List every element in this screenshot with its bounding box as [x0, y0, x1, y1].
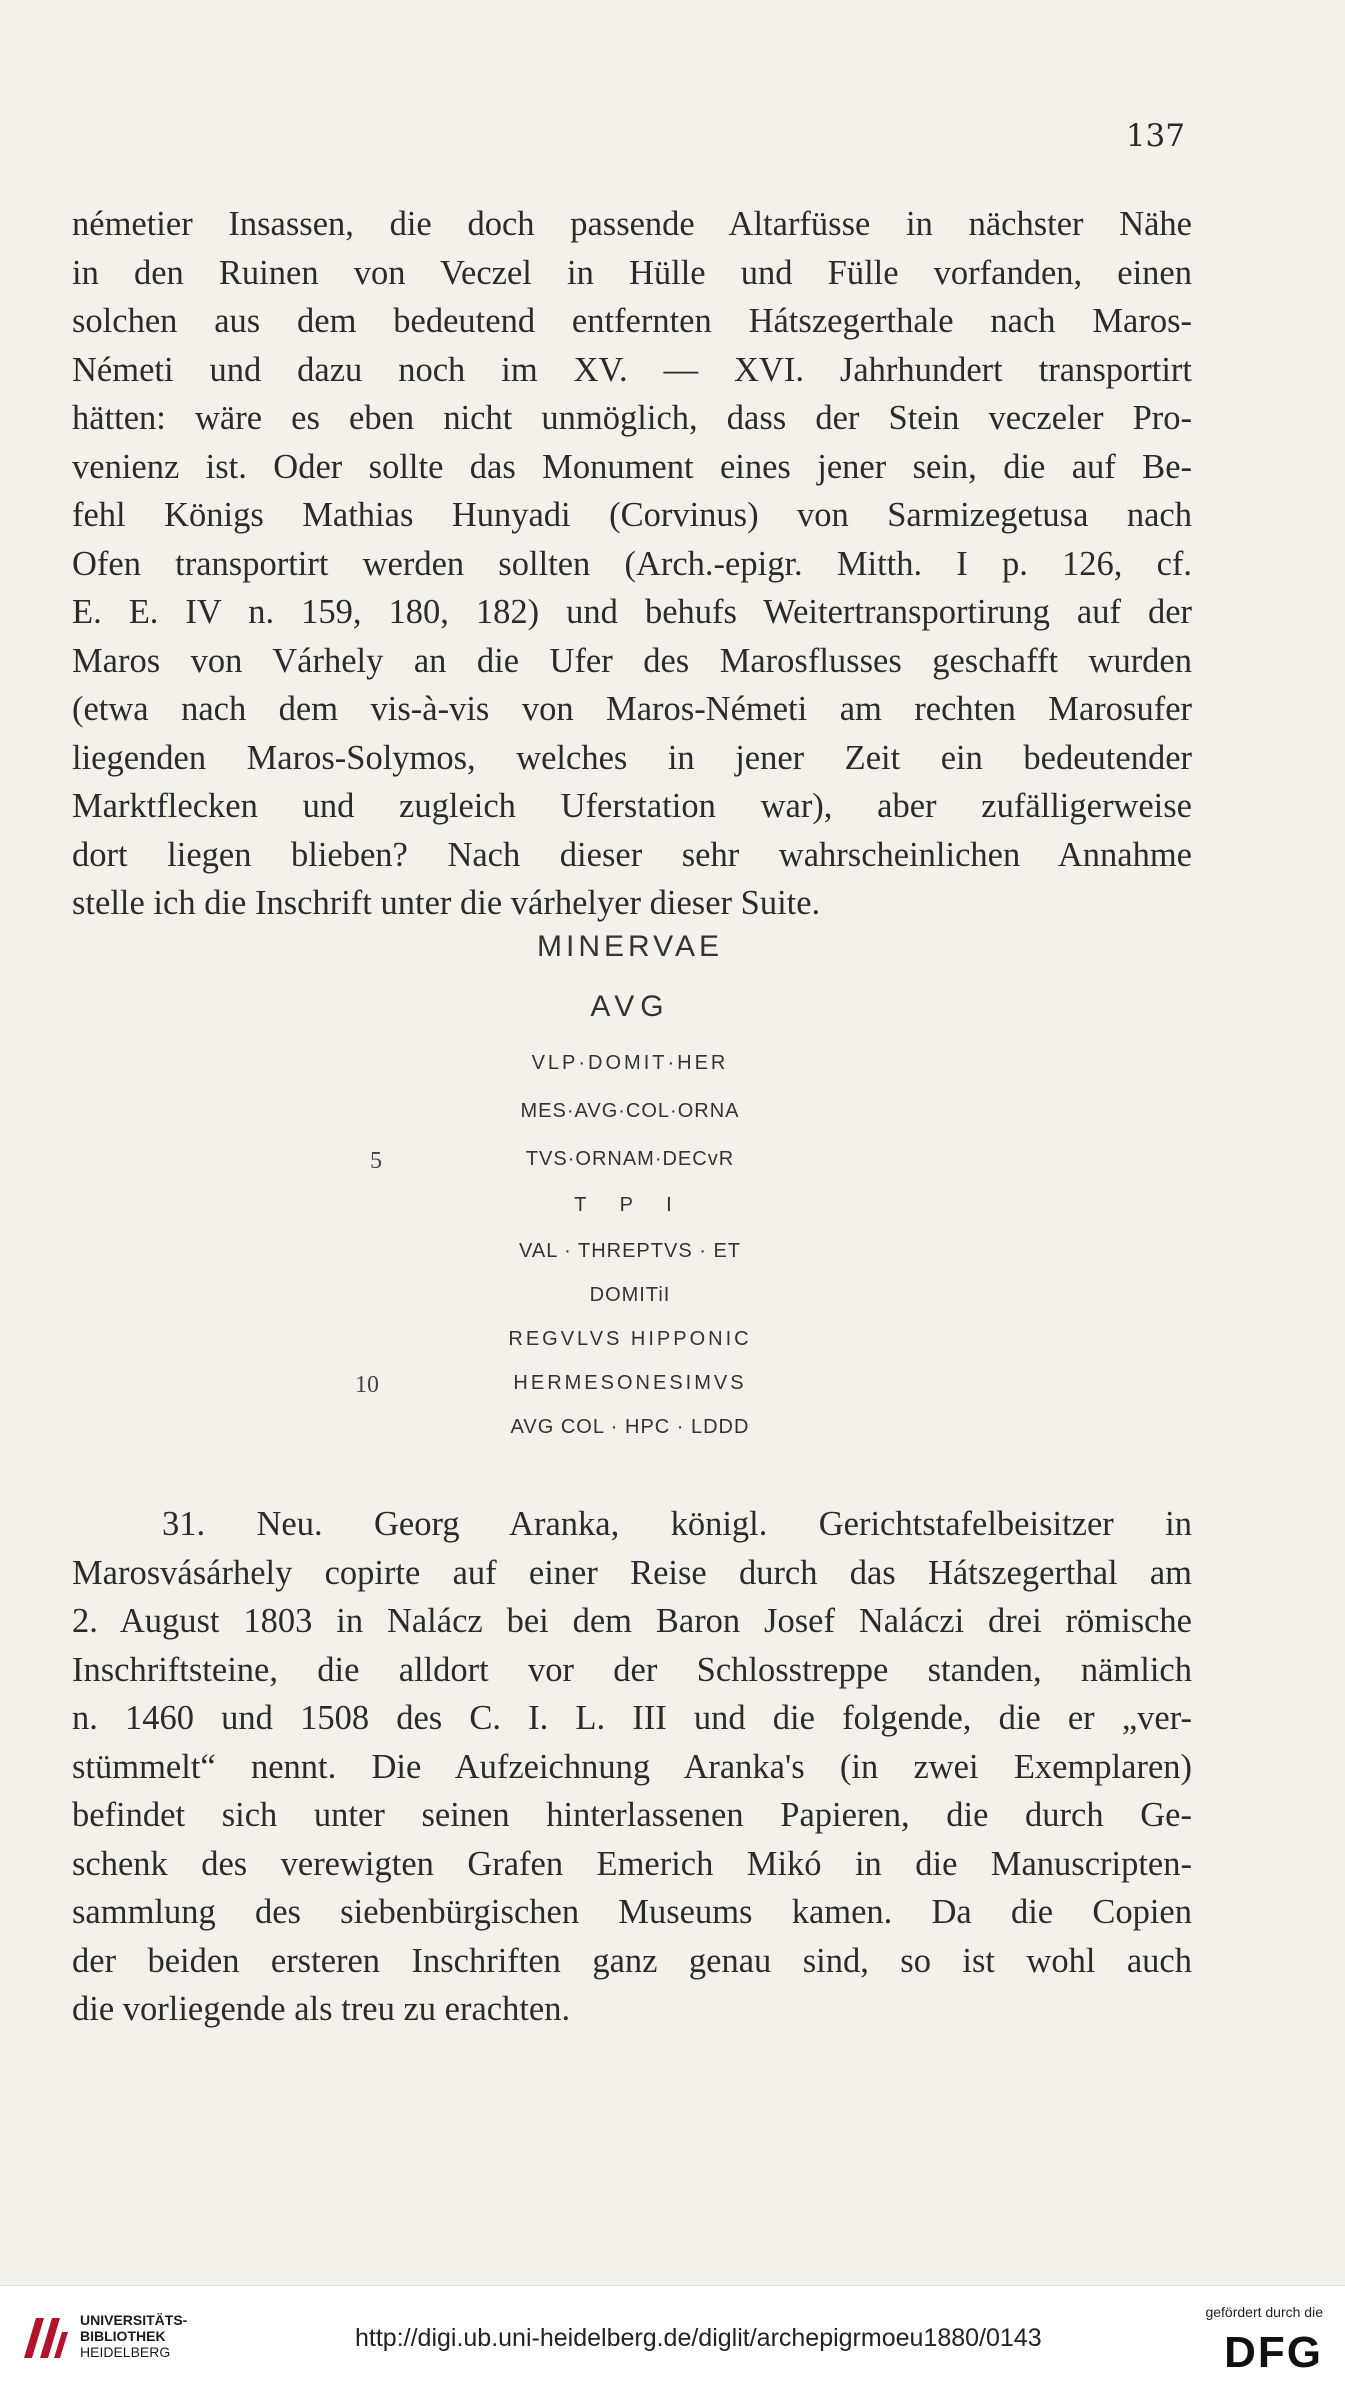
text-line: Ofen transportirt werden sollten (Arch.-epigr. Mitth. I p. 126, cf. — [72, 544, 1192, 583]
text-line: 31. Neu. Georg Aranka, königl. Gerichtstafelbeisitzer in — [162, 1505, 1192, 1543]
text-line: die vorliegende als treu zu erachten. — [72, 1990, 571, 2028]
text-line: sammlung des siebenbürgischen Museums kamen. Da die Copien — [72, 1893, 1192, 1931]
footer-bar — [0, 2285, 1345, 2386]
inscription-line: HERMESONESIMVS — [513, 1372, 747, 1394]
text-line: venienz ist. Oder sollte das Monument eines jener sein, die auf Be- — [72, 447, 1192, 486]
text-line: Maros von Várhely an die Ufer des Marosflusses geschafft wurden — [72, 641, 1192, 680]
text-line: stümmelt“ nennt. Die Aufzeichnung Aranka's (in zwei Exemplaren) — [72, 1747, 1192, 1786]
inscription-line: MES·AVG·COL·ORNA — [520, 1100, 740, 1122]
text-line: E. E. IV n. 159, 180, 182) und behufs Weitertransportirung auf der — [72, 593, 1192, 631]
university-line: UNIVERSITÄTS- — [80, 2312, 188, 2328]
text-line: németier Insassen, die doch passende Altarfüsse in nächster Nähe — [72, 205, 1192, 243]
text-line: (etwa nach dem vis-à-vis von Maros-Németi am rechten Marosufer — [72, 690, 1192, 728]
university-logo-icon — [14, 2308, 74, 2368]
text-line: dort liegen blieben? Nach dieser sehr wahrscheinlichen Annahme — [72, 835, 1192, 874]
text-line: in den Ruinen von Veczel in Hülle und Fülle vorfanden, einen — [72, 253, 1192, 292]
text-line: Marktflecken und zugleich Uferstation war), aber zufälligerweise — [72, 787, 1192, 825]
text-line: n. 1460 und 1508 des C. I. L. III und die folgende, die er „ver- — [72, 1699, 1192, 1737]
university-line: HEIDELBERG — [80, 2344, 171, 2360]
inscription-line: VLP·DOMIT·HER — [531, 1052, 729, 1074]
text-line: Marosvásárhely copirte auf einer Reise durch das Hátszegerthal am — [72, 1553, 1192, 1592]
university-name — [80, 2312, 187, 2360]
paragraph-1 — [72, 200, 1192, 928]
text-line: schenk des verewigten Grafen Emerich Mikó in die Manuscripten- — [72, 1844, 1192, 1883]
text-line: Inschriftsteine, die alldort vor der Schlosstreppe standen, nämlich — [72, 1650, 1192, 1689]
text-line: liegenden Maros-Solymos, welches in jener Zeit ein bedeutender — [72, 738, 1192, 777]
inscription-line: T P I — [574, 1194, 686, 1216]
inscription-line: DOMITiI — [589, 1284, 671, 1306]
inscription-line: REGVLVS HIPPONIC — [508, 1328, 752, 1350]
university-line: BIBLIOTHEK — [80, 2328, 166, 2344]
inscription-line: AVG — [590, 990, 670, 1023]
text-line: solchen aus dem bedeutend entfernten Hátszegerthale nach Maros- — [72, 302, 1192, 340]
text-line: Németi und dazu noch im XV. — XVI. Jahrhundert transportirt — [72, 350, 1192, 389]
inscription-line: MINERVAE — [537, 930, 723, 963]
text-line: befindet sich unter seinen hinterlassenen Papieren, die durch Ge- — [72, 1796, 1192, 1834]
text-line: hätten: wäre es eben nicht unmöglich, dass der Stein veczeler Pro- — [72, 399, 1192, 437]
inscription-line: VAL · THREPTVS · ET — [519, 1240, 741, 1262]
sponsor-text: gefördert durch die — [1205, 2304, 1323, 2320]
text-line: 2. August 1803 in Nalácz bei dem Baron Josef Naláczi drei römische — [72, 1602, 1192, 1640]
text-line: stelle ich die Inschrift unter die várhelyer dieser Suite. — [72, 884, 821, 922]
page-number: 137 — [1125, 118, 1185, 154]
line-number: 10 — [355, 1372, 379, 1398]
permalink-url[interactable]: http://digi.ub.uni-heidelberg.de/diglit/archepigrmoeu1880/0143 — [355, 2324, 1042, 2352]
inscription-line: TVS·ORNAM·DECvR — [525, 1148, 735, 1170]
inscription-line: AVG COL · HPC · LDDD — [510, 1416, 750, 1438]
text-line: fehl Königs Mathias Hunyadi (Corvinus) von Sarmizegetusa nach — [72, 496, 1192, 534]
paragraph-2 — [72, 1500, 1192, 2034]
dfg-logo: DFG — [1224, 2328, 1323, 2377]
text-line: der beiden ersteren Inschriften ganz genau sind, so ist wohl auch — [72, 1941, 1192, 1980]
line-number: 5 — [370, 1148, 382, 1174]
